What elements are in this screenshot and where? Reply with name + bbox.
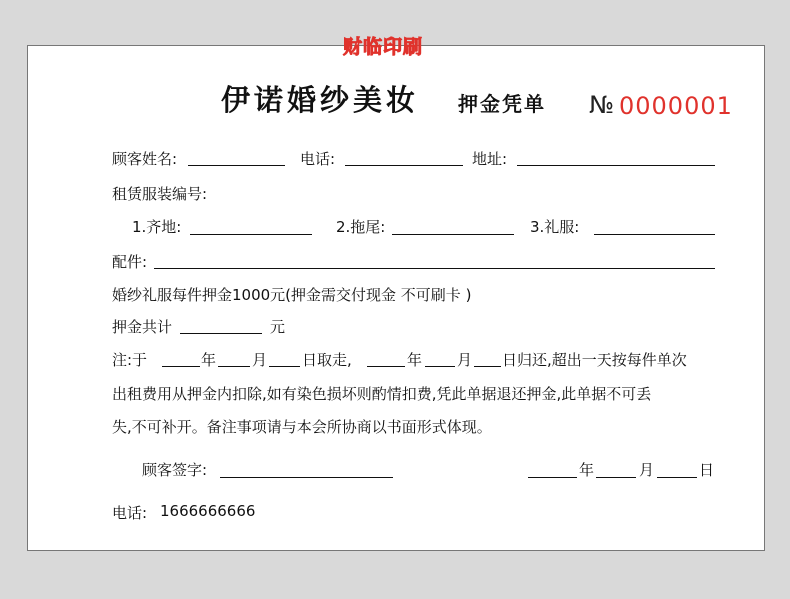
sign-year-label: 年 xyxy=(579,461,595,479)
take-day-label: 日取走, xyxy=(302,351,352,369)
customer-signature-line[interactable] xyxy=(220,477,393,478)
return-year-line[interactable] xyxy=(367,366,405,367)
address-label: 地址: xyxy=(472,150,508,168)
item-floor-length-label: 1.齐地: xyxy=(132,218,182,236)
number-sign: № xyxy=(589,91,614,119)
shop-title: 伊诺婚纱美妆 xyxy=(221,83,420,117)
return-month-line[interactable] xyxy=(425,366,455,367)
return-day-line[interactable] xyxy=(474,366,501,367)
item-gown-line[interactable] xyxy=(594,234,715,235)
serial-number: 0000001 xyxy=(619,92,733,120)
costume-number-label: 租赁服装编号: xyxy=(112,185,208,203)
customer-name-line[interactable] xyxy=(188,165,285,166)
note-line-3: 失,不可补开。备注事项请与本会所协商以书面形式体现。 xyxy=(112,418,492,436)
phone-label: 电话: xyxy=(300,150,336,168)
footer-phone-label: 电话: xyxy=(112,504,148,522)
accessories-line[interactable] xyxy=(154,268,715,269)
take-month-label: 月 xyxy=(252,351,268,369)
sign-day-label: 日 xyxy=(699,461,715,479)
customer-name-label: 顾客姓名: xyxy=(112,150,178,168)
item-floor-length-line[interactable] xyxy=(190,234,312,235)
note-line-2: 出租费用从押金内扣除,如有染色损坏则酌情扣费,凭此单据退还押金,此单据不可丢 xyxy=(112,385,652,403)
return-month-label: 月 xyxy=(457,351,473,369)
deposit-total-line[interactable] xyxy=(180,333,262,334)
address-line[interactable] xyxy=(517,165,715,166)
return-year-label: 年 xyxy=(407,351,423,369)
item-train-line[interactable] xyxy=(392,234,514,235)
sign-year-line[interactable] xyxy=(528,477,577,478)
accessories-label: 配件: xyxy=(112,253,148,271)
item-train-label: 2.拖尾: xyxy=(336,218,386,236)
yuan-label: 元 xyxy=(270,318,286,336)
footer-phone-number: 1666666666 xyxy=(160,502,256,520)
take-month-line[interactable] xyxy=(218,366,250,367)
take-year-line[interactable] xyxy=(162,366,200,367)
sign-day-line[interactable] xyxy=(657,477,697,478)
deposit-total-label: 押金共计 xyxy=(112,318,173,336)
note-prefix: 注:于 xyxy=(112,351,148,369)
voucher-subtitle: 押金凭单 xyxy=(458,92,546,116)
sign-month-label: 月 xyxy=(639,461,655,479)
item-gown-label: 3.礼服: xyxy=(530,218,580,236)
return-day-label: 日归还,超出一天按每件单次 xyxy=(502,351,687,369)
customer-signature-label: 顾客签字: xyxy=(142,461,208,479)
deposit-rule: 婚纱礼服每件押金1000元(押金需交付现金 不可刷卡 ) xyxy=(112,286,472,304)
take-year-label: 年 xyxy=(201,351,217,369)
printer-watermark: 财临印刷 xyxy=(343,36,424,58)
sign-month-line[interactable] xyxy=(596,477,636,478)
phone-line[interactable] xyxy=(345,165,463,166)
take-day-line[interactable] xyxy=(269,366,300,367)
